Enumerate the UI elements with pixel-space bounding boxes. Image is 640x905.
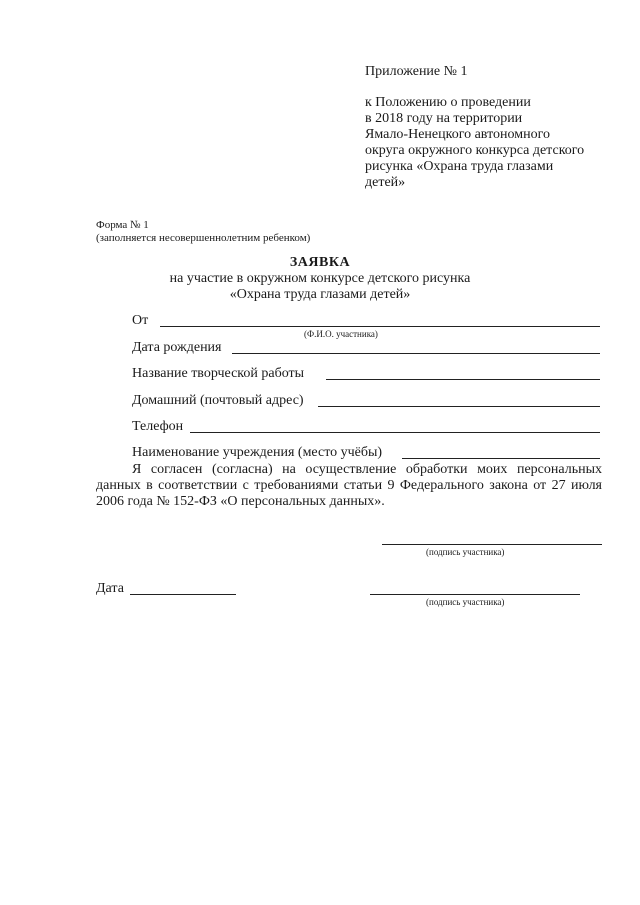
annex-reference	[365, 95, 584, 191]
document-title: ЗАЯВКА	[289, 255, 351, 270]
annex-title: Приложение № 1	[365, 64, 468, 79]
institution-label: Наименование учреждения (место учёбы)	[132, 445, 383, 460]
annex-line: Ямало-Ненецкого автономного	[365, 127, 550, 142]
signature-line-1[interactable]	[382, 544, 602, 545]
phone-field-line[interactable]	[190, 432, 600, 433]
annex-line: округа окружного конкурса детского	[365, 143, 585, 158]
form-note: (заполняется несовершеннолетним ребенком)	[96, 232, 311, 244]
birth-date-label: Дата рождения	[132, 340, 222, 355]
signature-line-2[interactable]	[370, 594, 580, 595]
document-subtitle-2: «Охрана труда глазами детей»	[229, 287, 411, 302]
phone-label: Телефон	[132, 419, 184, 434]
document-subtitle: на участие в окружном конкурсе детского рисунка	[169, 271, 471, 286]
annex-line: детей»	[365, 175, 406, 190]
from-caption: (Ф.И.О. участника)	[304, 329, 378, 339]
signature-caption-1: (подпись участника)	[426, 547, 505, 557]
work-title-label: Название творческой работы	[132, 366, 305, 381]
home-address-field-line[interactable]	[318, 406, 600, 407]
institution-field-line[interactable]	[402, 458, 600, 459]
annex-line: рисунка «Охрана труда глазами	[365, 159, 554, 174]
birth-date-field-line[interactable]	[232, 353, 600, 354]
annex-line: в 2018 году на территории	[365, 111, 523, 126]
date-label: Дата	[96, 581, 124, 596]
from-label: От	[132, 313, 149, 328]
annex-line: к Положению о проведении	[365, 95, 531, 110]
signature-caption-2: (подпись участника)	[426, 597, 505, 607]
work-title-field-line[interactable]	[326, 379, 600, 380]
date-field-line[interactable]	[130, 594, 236, 595]
form-number: Форма № 1	[96, 219, 149, 231]
from-field-line[interactable]	[160, 326, 600, 327]
consent-paragraph: Я согласен (согласна) на осуществление обработки моих персональных данных в соответствии с требованиями статьи 9 Федерального закона от 27 июля 2006 года № 152-ФЗ «О персональных данных».	[96, 462, 602, 509]
home-address-label: Домашний (почтовый адрес)	[132, 393, 304, 408]
